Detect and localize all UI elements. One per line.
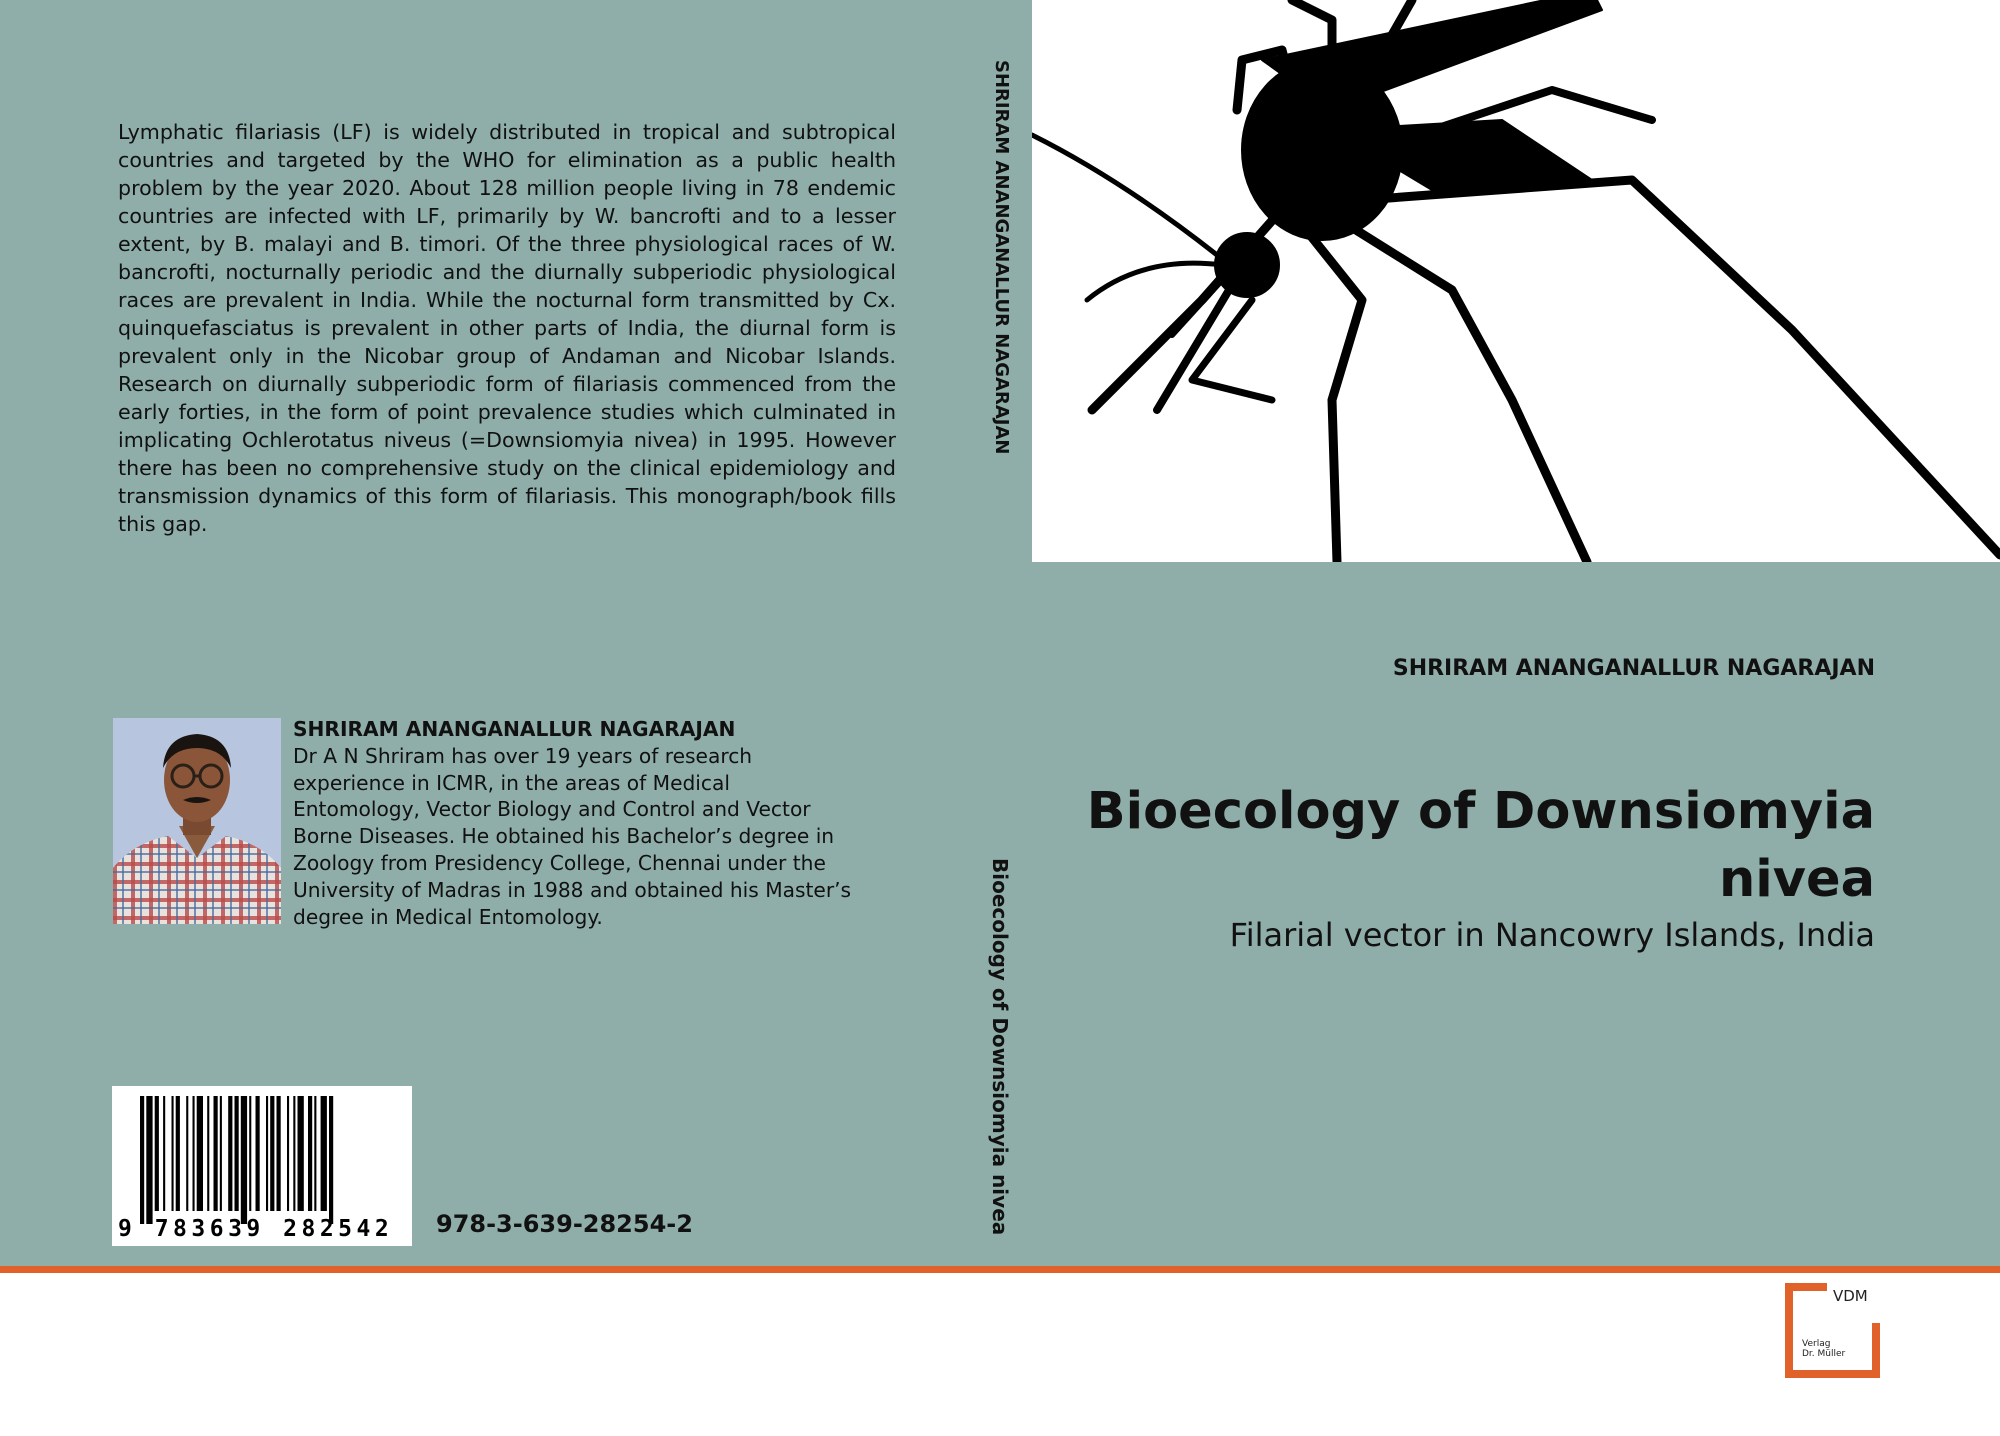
mosquito-icon <box>1032 0 2000 562</box>
barcode-bar <box>172 1096 174 1211</box>
front-subtitle: Filarial vector in Nancowry Islands, India <box>1229 916 1875 954</box>
barcode-bar <box>235 1096 239 1211</box>
front-author: SHRIRAM ANANGANALLUR NAGARAJAN <box>1392 656 1875 681</box>
accent-line <box>0 1266 2000 1273</box>
back-cover-blurb: Lymphatic filariasis (LF) is widely distributed in tropical and subtropical countries and targeted by the WHO for elimination as a public health problem by the year 2020. About 128 million people living in 78 endemic countries are infected with LF, primarily by W. bancrofti and to a lesser extent, by B. malayi and B. timori. Of the three physiological races of W. bancrofti, nocturnally periodic and the diurnally subperiodic physiological races are prevalent in India. While the nocturnal form transmitted by Cx. quinquefasciatus is prevalent in other parts of India, the diurnal form is prevalent only in the Nicobar group of Andaman and Nicobar Islands. Research on diurnally subperiodic form of filariasis commenced from the early forties, in the form of point prevalence studies which culminated in implicating Ochlerotatus niveus (=Downsiomyia nivea) in 1995. However there has been no comprehensive study on the clinical epidemiology and transmission dynamics of this form of filariasis. This monograph/book fills this gap. <box>118 120 896 536</box>
barcode-bar <box>308 1096 312 1211</box>
barcode-bar <box>329 1096 333 1224</box>
barcode-bar <box>287 1096 289 1211</box>
barcode-bar <box>193 1096 195 1211</box>
barcode-bar <box>214 1096 218 1211</box>
barcode-bar <box>220 1096 222 1211</box>
barcode-bar <box>277 1096 281 1211</box>
barcode-bar <box>228 1096 232 1211</box>
barcode-bar <box>197 1096 203 1211</box>
barcode-bar <box>241 1096 247 1224</box>
mosquito-illustration <box>1032 0 2000 562</box>
barcode-bar <box>140 1096 144 1224</box>
barcode-bar <box>270 1096 274 1211</box>
barcode-bar <box>249 1096 251 1211</box>
barcode-digits: 9 783639 282542 <box>118 1216 394 1242</box>
publisher-logo-subtext <box>1802 1339 1845 1359</box>
bottom-band <box>0 1273 2000 1436</box>
barcode <box>112 1086 412 1246</box>
author-photo <box>113 718 281 924</box>
barcode-bar <box>321 1096 327 1211</box>
publisher-logo <box>1785 1283 1880 1378</box>
barcode-bar <box>293 1096 295 1211</box>
author-bio-name: SHRIRAM ANANGANALLUR NAGARAJAN <box>293 717 736 741</box>
isbn: 978-3-639-28254-2 <box>436 1210 693 1238</box>
author-bio-text: Dr A N Shriram has over 19 years of research experience in ICMR, in the areas of Medical Entomology, Vector Biology and Control and Vector Borne Diseases. He obtained his Bachelor’s degree in Zoology from Presidency College, Chennai under the University of Madras in 1988 and obtained his Master’s degree in Medical Entomology. <box>293 743 852 929</box>
barcode-bar <box>298 1096 304 1211</box>
author-portrait-image <box>113 718 281 924</box>
publisher-logo-subtext-line2: Dr. Müller <box>1802 1349 1846 1359</box>
author-bio <box>293 716 853 930</box>
barcode-bar <box>146 1096 152 1224</box>
barcode-bar <box>207 1096 209 1211</box>
barcode-bar <box>163 1096 165 1211</box>
publisher-logo-text: VDM <box>1833 1287 1868 1305</box>
barcode-bar <box>256 1096 260 1211</box>
barcode-bar <box>155 1096 159 1211</box>
barcode-bar <box>176 1096 180 1211</box>
barcode-bar <box>314 1096 316 1211</box>
barcode-bar <box>266 1096 268 1211</box>
front-title: Bioecology of Downsiomyia nivea <box>1086 782 1875 909</box>
publisher-logo-subtext-line1: Verlag <box>1802 1339 1831 1349</box>
barcode-bar <box>186 1096 188 1211</box>
spine-title: Bioecology of Downsiomyia nivea <box>988 858 1012 1236</box>
spine-author: SHRIRAM ANANGANALLUR NAGARAJAN <box>991 60 1012 455</box>
